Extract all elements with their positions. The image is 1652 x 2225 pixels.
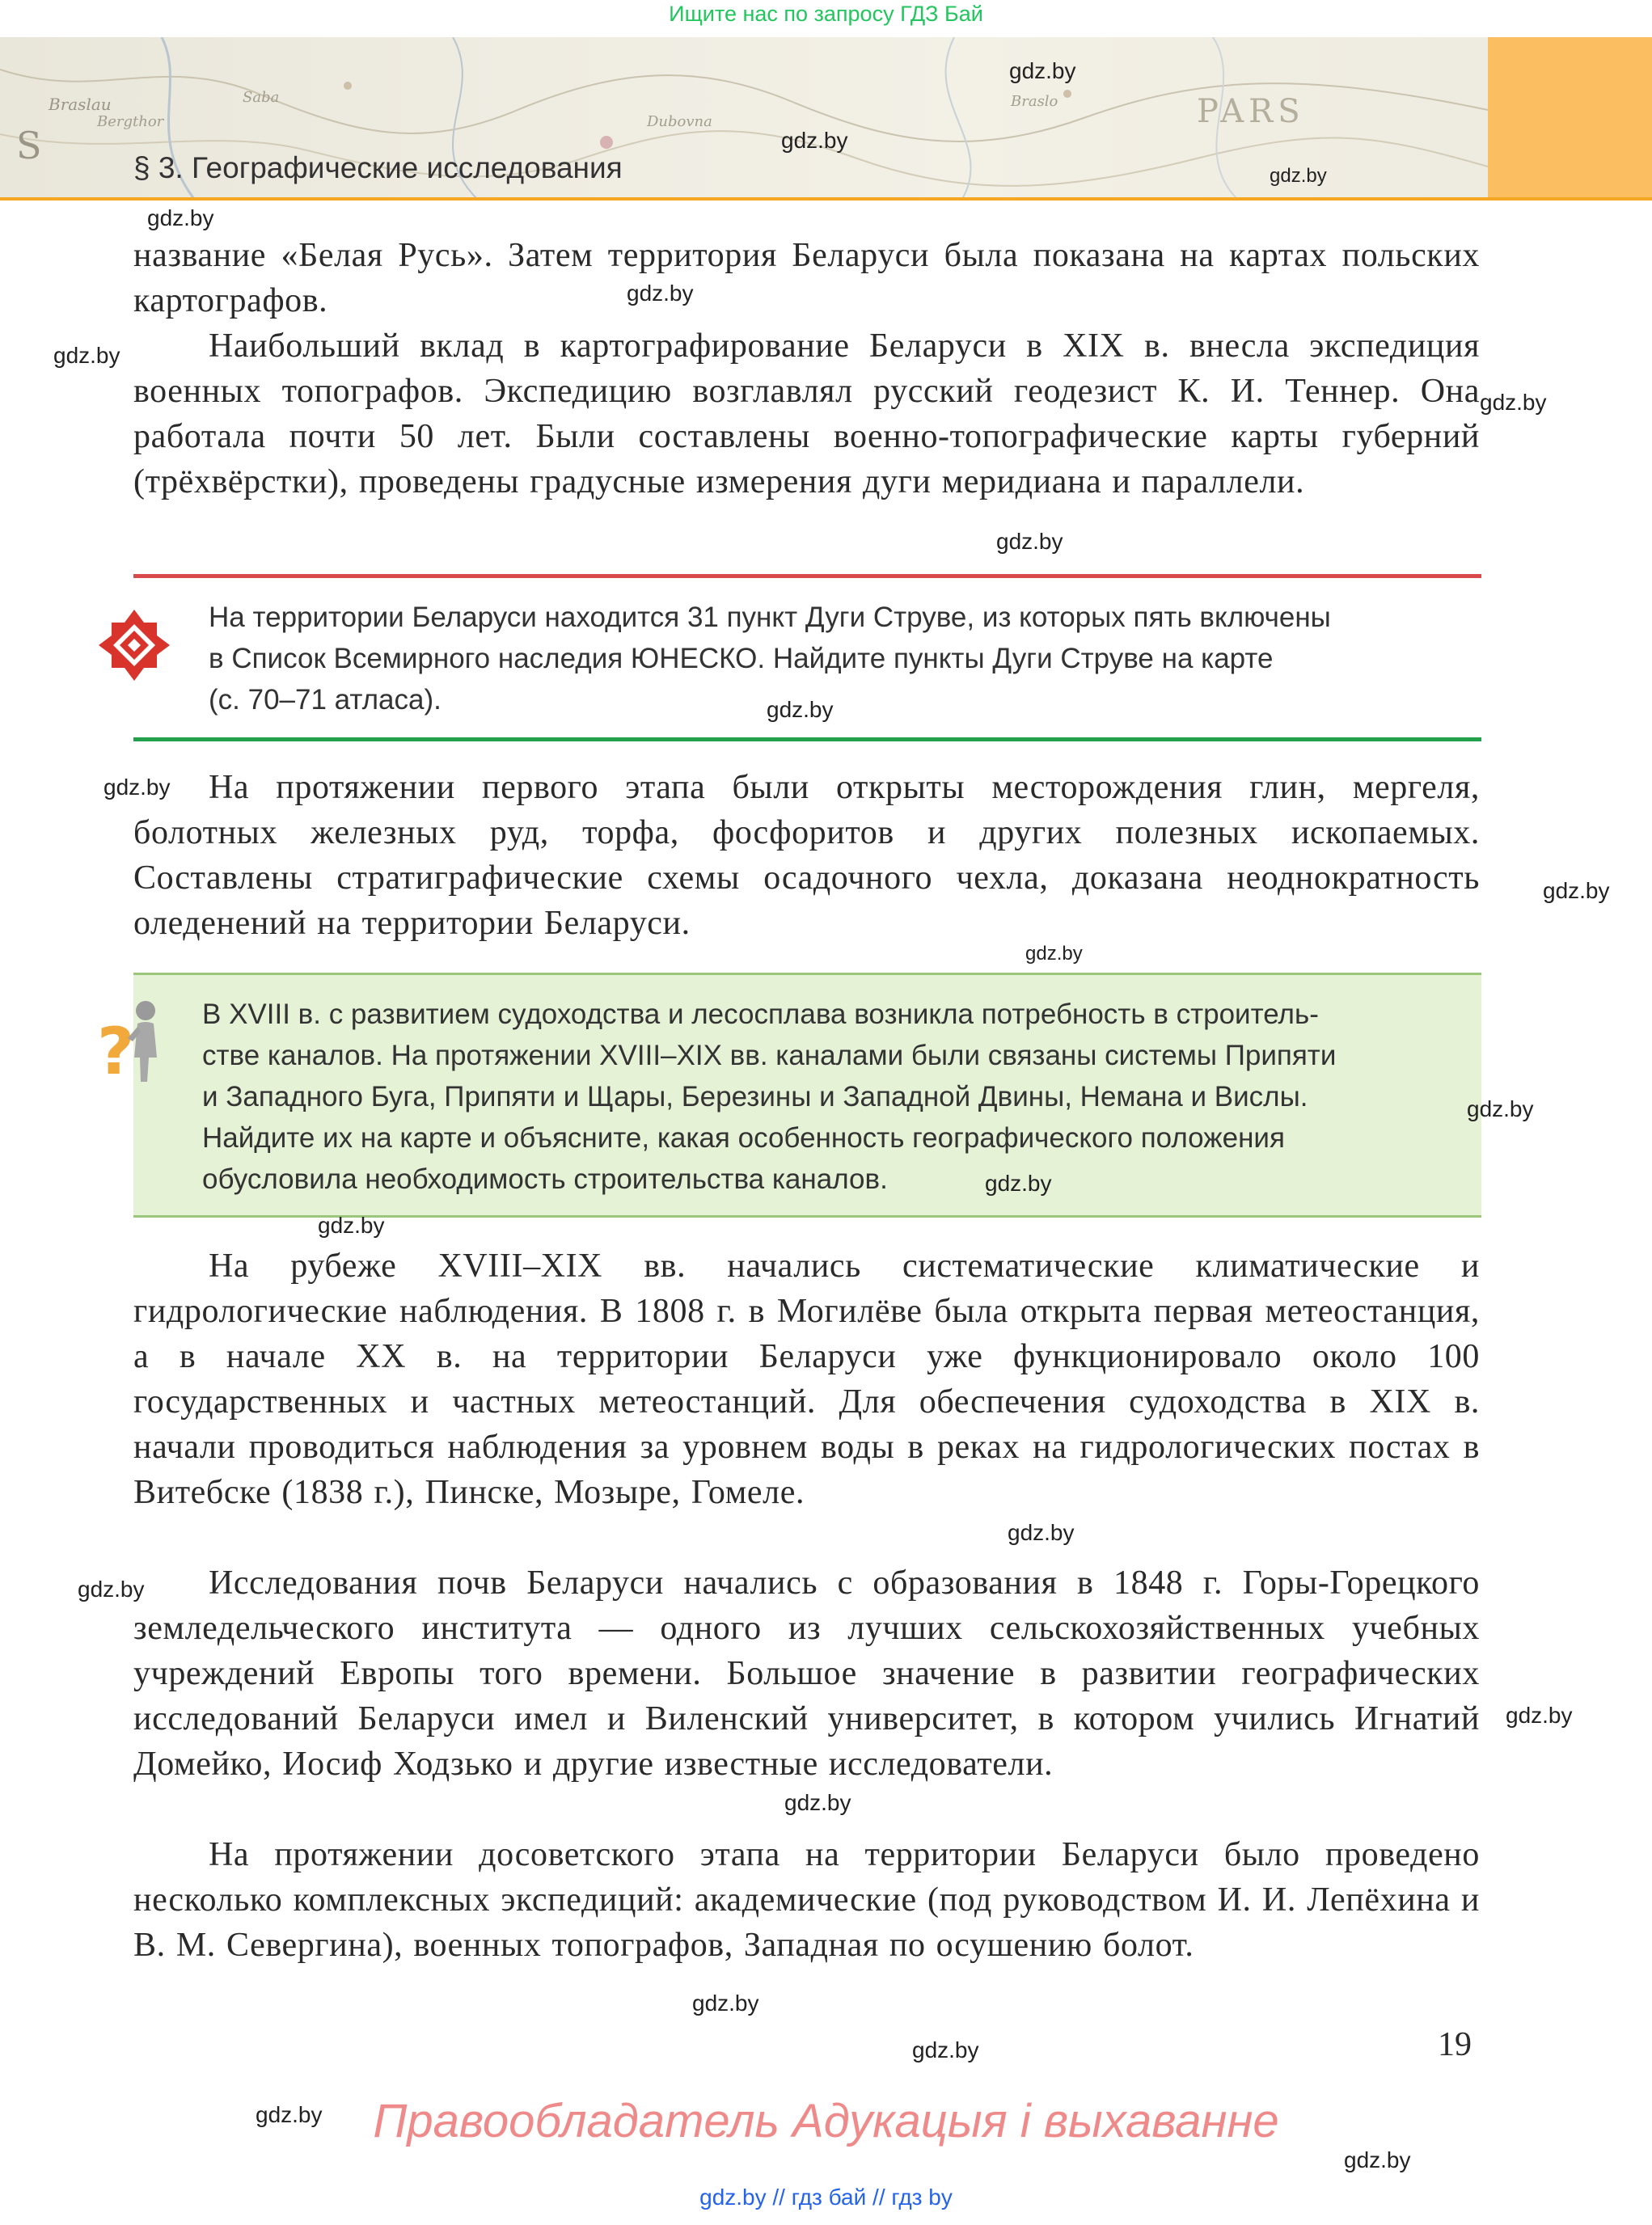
question-box-line: В XVIII в. с развитием судоходства и лесосплава возникла потребность в строитель- xyxy=(202,999,1319,1030)
section-title: § 3. Географические исследования xyxy=(133,151,623,184)
top-search-hint[interactable]: Ищите нас по запросу ГДЗ Бай xyxy=(669,2,983,26)
belarusian-ornament-icon xyxy=(95,606,173,684)
page-number: 19 xyxy=(1438,2026,1472,2063)
watermark: gdz.by xyxy=(1009,58,1076,83)
watermark: gdz.by xyxy=(256,2102,323,2127)
svg-text:Saba: Saba xyxy=(243,89,280,106)
watermark: gdz.by xyxy=(996,529,1063,554)
question-box-line: обусловила необходимость строительства каналов. xyxy=(202,1163,888,1195)
paragraph-4: На рубеже XVIII–XIX вв. начались систематические климатические и гидрологические наблюдения. В 1808 г. в Могилёве была открыта первая метеостанция, а в начале XX в. на территории Беларуси уже функционировало около 100 государственных и частных метеостанций. Для обеспечения судоходства в XIX в. начали проводиться наблюдения за уровнем воды в реках на гидрологических постах в Витебске (1838 г.), Пинске, Мозыре, Гомеле. xyxy=(133,1248,1480,1511)
watermark: gdz.by xyxy=(1480,390,1547,415)
watermark: gdz.by xyxy=(784,1790,851,1815)
watermark: gdz.by xyxy=(767,697,834,722)
question-box-line: стве каналов. На протяжении XVIII–XIX вв. каналами были связаны системы Припяти xyxy=(202,1040,1337,1071)
paragraph-5: Исследования почв Беларуси начались с образования в 1848 г. Горы-Горецкого земледельческого института — одного из лучших сельскохозяйственных учебных учреждений Европы того времени. Большое значение в развитии географических исследований Беларуси имел и Виленский университет, в котором учились Игнатий Домейко, Иосиф Ходзько и другие известные исследователи. xyxy=(133,1564,1480,1783)
watermark: gdz.by xyxy=(692,1991,759,2016)
svg-text:S: S xyxy=(16,124,42,167)
bottom-links[interactable]: gdz.by // гдз бай // гдз by xyxy=(699,2185,953,2210)
info-box-line: в Список Всемирного наследия ЮНЕСКО. Найдите пункты Дуги Струве на карте xyxy=(209,643,1274,674)
watermark: gdz.by xyxy=(1543,878,1610,903)
watermark: gdz.by xyxy=(627,281,694,306)
header-divider xyxy=(0,197,1652,201)
watermark: gdz.by xyxy=(1025,943,1083,965)
watermark: gdz.by xyxy=(104,775,171,800)
watermark: gdz.by xyxy=(147,205,214,230)
paragraph-2: Наибольший вклад в картографирование Беларуси в XIX в. внесла экспедиция военных топографов. Экспедицию возглавлял русский геодезист К. И. Теннер. Она работала почти 50 лет. Были составлены военно-топографические карты губерний (трёхвёрстки), проведены градусные измерения дуги меридиана и параллели. xyxy=(133,327,1480,500)
info-box-top-rule xyxy=(133,574,1481,578)
info-box-line: (с. 70–71 атласа). xyxy=(209,684,442,716)
watermark: gdz.by xyxy=(53,343,120,368)
watermark: gdz.by xyxy=(781,128,848,153)
watermark: gdz.by xyxy=(912,2037,979,2062)
info-box-bottom-rule xyxy=(133,737,1481,741)
svg-text:PARS: PARS xyxy=(1197,93,1305,130)
watermark: gdz.by xyxy=(1506,1703,1573,1728)
question-box-text xyxy=(202,994,1336,1200)
watermark: gdz.by xyxy=(985,1171,1052,1196)
watermark: gdz.by xyxy=(1008,1520,1075,1545)
header-accent-block xyxy=(1488,37,1652,199)
svg-text:Braslau: Braslau xyxy=(49,95,112,114)
paragraph-3: На протяжении первого этапа были открыты месторождения глин, мергеля, болотных железных руд, торфа, фосфоритов и других полезных ископаемых. Составлены стратиграфические схемы осадочного чехла, доказана неоднократность оледенений на территории Беларуси. xyxy=(133,769,1480,942)
paragraph-6: На протяжении досоветского этапа на территории Беларуси было проведено несколько комплексных экспедиций: академические (под руководством И. И. Лепёхина и В. М. Севергина), военных топографов, Западная по осушению болот. xyxy=(133,1836,1480,1964)
svg-text:Dubovna: Dubovna xyxy=(647,113,712,130)
svg-text:Braslo: Braslo xyxy=(1011,93,1058,110)
question-box-line: и Западного Буга, Припяти и Щары, Березины и Западной Двины, Немана и Вислы. xyxy=(202,1081,1308,1112)
watermark: gdz.by xyxy=(1467,1096,1534,1121)
rights-holder-notice: Правообладатель Адукацыя і выхаванне xyxy=(373,2095,1279,2147)
watermark: gdz.by xyxy=(1344,2147,1411,2172)
thinking-figure-question-icon xyxy=(95,993,168,1090)
watermark: gdz.by xyxy=(78,1577,145,1602)
watermark: gdz.by xyxy=(1270,165,1327,187)
svg-text:Bergthor: Bergthor xyxy=(97,113,164,130)
info-box-line: На территории Беларуси находится 31 пункт Дуги Струве, из которых пять включены xyxy=(209,602,1331,633)
question-box-line: Найдите их на карте и объясните, какая особенность географического положения xyxy=(202,1122,1285,1154)
paragraph-1: название «Белая Русь». Затем территория Беларуси была показана на картах польских картографов. xyxy=(133,237,1480,319)
svg-text:?: ? xyxy=(97,1014,135,1089)
watermark: gdz.by xyxy=(318,1213,385,1238)
